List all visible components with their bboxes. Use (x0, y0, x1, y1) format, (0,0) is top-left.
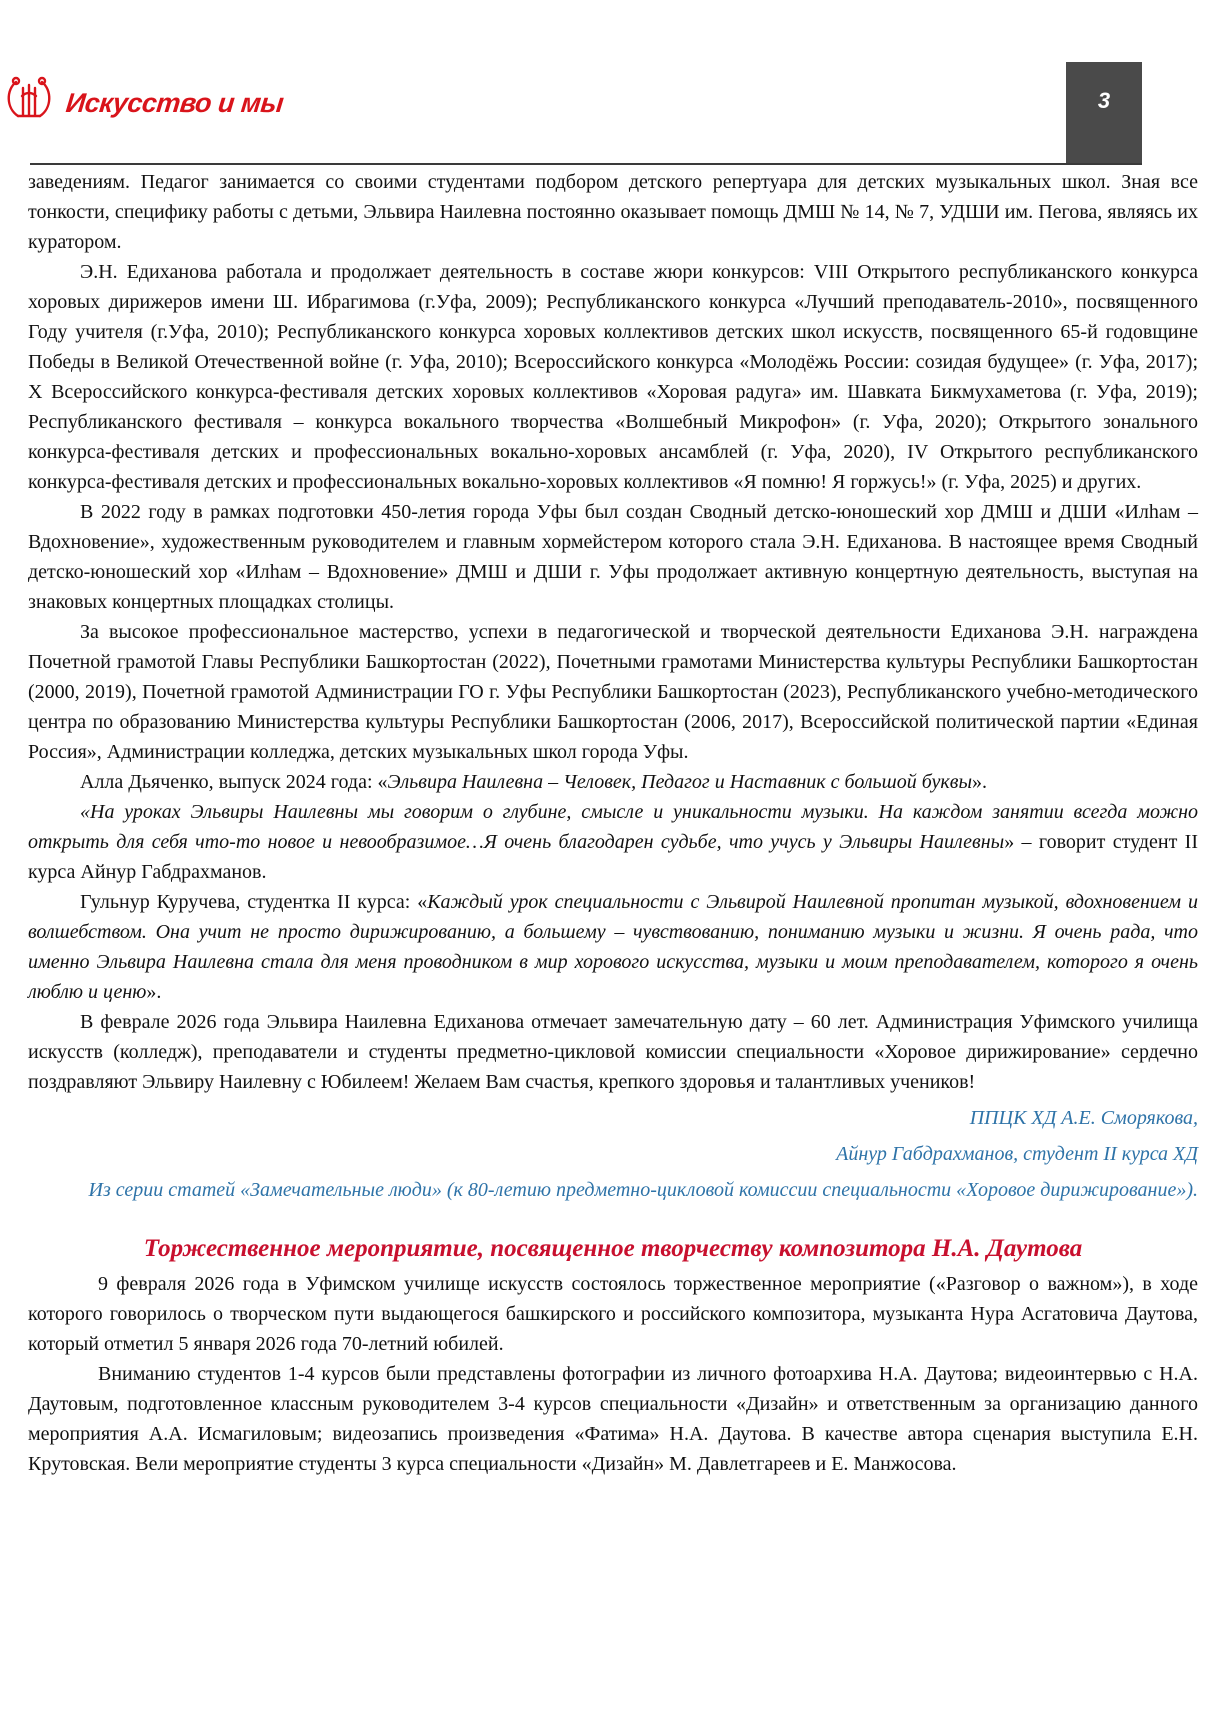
quote-gulnur-text: Каждый урок специальности с Эльвирой Наилевной пропитан музыкой, вдохновением и волшебством. Она учит не просто дирижированию, а большему – чувствованию, пониманию музыки и жизни. Я очень рада, что именно Эльвира Наилевна стала для меня проводником в мир хорового искусства, музыки и моим преподавателем, которого я очень люблю и ценю (28, 891, 1199, 1003)
page-header (0, 0, 1217, 170)
signature-author: ППЦК ХД А.Е. Сморякова, (969, 1107, 1198, 1129)
quote-alla-tail: ». (972, 771, 988, 793)
quote-alla-lead: Алла Дьяченко, выпуск 2024 года: « (80, 771, 388, 793)
header-divider (30, 163, 1142, 165)
paragraph-3: В 2022 году в рамках подготовки 450-летия города Уфы был создан Сводный детско-юношеский хор ДМШ и ДШИ «Илһам – Вдохновение», художественным руководителем и главным хормейстером которого стала Э.Н. Едиханова. В настоящее время Сводный детско-юношеский хор «Илһам – Вдохновение» ДМШ и ДШИ г. Уфы продолжает активную концертную деятельность, выступая на знаковых концертных площадках столицы. (28, 501, 1198, 613)
magazine-title: Искусство и мы (64, 88, 285, 118)
article2-paragraph-2: Вниманию студентов 1-4 курсов были представлены фотографии из личного фотоархива Н.А. Даутова; видеоинтервью с Н.А. Даутовым, подготовленное классным руководителем 3-4 курсов специальности «Дизайн» и ответственным за организацию данного мероприятия А.А. Исмагиловым; видеозапись произведения «Фатима» Н.А. Даутова. В качестве автора сценария выступила Е.Н. Крутовская. Вели мероприятие студенты 3 курса специальности «Дизайн» М. Давлетгареев и Е. Манжосова. (28, 1363, 1198, 1475)
quote-ainur-tail: » – говорит студент II курса Айнур Габдрахманов. (28, 831, 1198, 883)
paragraph-2: Э.Н. Едиханова работала и продолжает деятельность в составе жюри конкурсов: VIII Открытого республиканского конкурса хоровых дирижеров имени Ш. Ибрагимова (г.Уфа, 2009); Республиканского конкурса «Лучший преподаватель-2010», посвященного Году учителя (г.Уфа, 2010); Республиканского конкурса хоровых коллективов детских школ искусств, посвященного 65-й годовщине Победы в Великой Отечественной войне (г. Уфа, 2010); Всероссийского конкурса «Молодёжь России: созидая будущее» (г. Уфа, 2017); X Всероссийского конкурса-фестиваля детских хоровых коллективов «Хоровая радуга» им. Шавката Бикмухаметова (г. Уфа, 2019); Республиканского фестиваля – конкурса вокального творчества «Волшебный Микрофон» (г. Уфа, 2020); Открытого зонального конкурса-фестиваля детских и профессиональных вокально-хоровых ансамблей (г. Уфа, 2020), IV Открытого республиканского конкурса-фестиваля детских и профессиональных вокально-хоровых коллективов «Я помню! Я горжусь!» (г. Уфа, 2025) и других. (28, 261, 1198, 493)
article-body (28, 167, 1198, 1479)
signature-student: Айнур Габдрахманов, студент II курса ХД (836, 1143, 1198, 1165)
article2-paragraph-1: 9 февраля 2026 года в Уфимском училище искусств состоялось торжественное мероприятие («Разговор о важном»), в ходе которого говорилось о творческом пути выдающегося башкирского и российского композитора, музыканта Нура Асгатовича Даутова, который отметил 5 января 2026 года 70-летний юбилей. (28, 1273, 1198, 1355)
lyre-logo-icon (2, 72, 56, 126)
series-note: Из серии статей «Замечательные люди» (к 80-летию предметно-цикловой комиссии специальности «Хоровое дирижирование»). (88, 1179, 1198, 1201)
paragraph-4: За высокое профессиональное мастерство, успехи в педагогической и творческой деятельности Едиханова Э.Н. награждена Почетной грамотой Главы Республики Башкортостан (2022), Почетными грамотами Министерства культуры Республики Башкортостан (2000, 2019), Почетной грамотой Администрации ГО г. Уфы Республики Башкортостан (2023), Республиканского учебно-методического центра по образованию Министерства культуры Республики Башкортостан (2006, 2017), Всероссийской политической партии «Единая Россия», Администрации колледжа, детских музыкальных школ города Уфы. (28, 621, 1198, 763)
paragraph-1: заведениям. Педагог занимается со своими студентами подбором детского репертуара для детских музыкальных школ. Зная все тонкости, специфику работы с детьми, Эльвира Наилевна постоянно оказывает помощь ДМШ № 14, № 7, УДШИ им. Пегова, являясь их куратором. (28, 171, 1198, 253)
page-number: 3 (1097, 88, 1111, 113)
quote-alla-text: Эльвира Наилевна – Человек, Педагог и Наставник с большой буквы (387, 771, 973, 793)
quote-ainur-text: «На уроках Эльвиры Наилевны мы говорим о глубине, смысле и уникальности музыки. На каждом занятии всегда можно открыть для себя что-то новое и невообразимое…Я очень благодарен судьбе, что учусь у Эльвиры Наилевны (28, 801, 1198, 853)
page-number-box (1066, 62, 1142, 164)
quote-gulnur (28, 887, 1198, 1007)
quote-ainur (28, 797, 1198, 887)
quote-gulnur-tail: ». (146, 981, 162, 1003)
quote-gulnur-lead: Гульнур Куручева, студентка II курса: « (80, 891, 428, 913)
article2-title: Торжественное мероприятие, посвященное творчеству композитора Н.А. Даутова (143, 1235, 1083, 1262)
paragraph-congrats: В феврале 2026 года Эльвира Наилевна Едиханова отмечает замечательную дату – 60 лет. Администрация Уфимского училища искусств (колледж), преподаватели и студенты предметно-цикловой комиссии специальности «Хоровое дирижирование» сердечно поздравляют Эльвиру Наилевну с Юбилеем! Желаем Вам счастья, крепкого здоровья и талантливых учеников! (28, 1011, 1198, 1093)
quote-alla (28, 767, 1198, 797)
